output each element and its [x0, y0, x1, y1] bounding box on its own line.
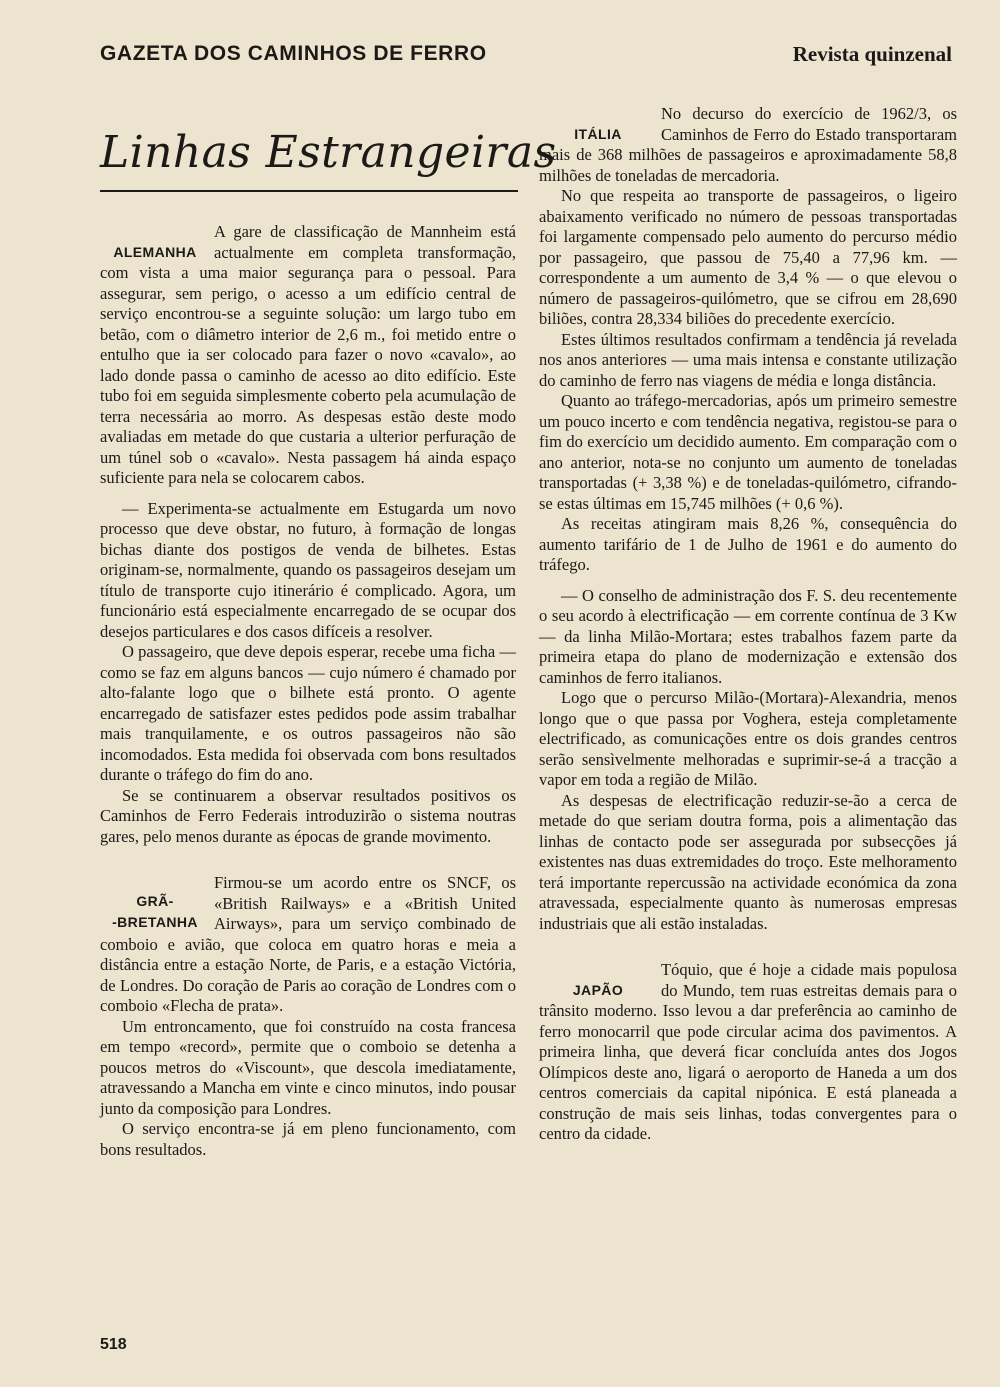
left-column	[100, 222, 516, 1160]
article-paragraph: Logo que o percurso Milão-(Mortara)-Alexandria, menos longo que o que passa por Voghera, esteja completamente electrificado, as comunicações entre os dois grandes centros serão sensìvelmente melhoradas e suprimir-se-á a tracção a vapor em toda a região de Milão.	[539, 688, 957, 789]
country-heading-line: GRÃ-	[136, 893, 174, 909]
article-paragraph: Um entroncamento, que foi construído na costa francesa em tempo «record», permite que o comboio se detenha a poucos metros do «Viscount», que descola imediatamente, atravessando a Mancha em vinte e cinco minutos, indo pousar junto da composição para Londres.	[100, 1016, 516, 1118]
article-paragraph: O serviço encontra-se já em pleno funcionamento, com bons resultados.	[100, 1119, 516, 1159]
page-number: 518	[100, 1336, 127, 1353]
country-heading-italia: ITÁLIA	[574, 126, 622, 142]
country-heading-alemanha: ALEMANHA	[113, 244, 197, 260]
publication-frequency: Revista quinzenal	[792, 42, 952, 66]
article-italia	[539, 104, 957, 186]
section-title: Linhas Estrangeiras	[100, 127, 557, 178]
title-rule	[100, 190, 518, 192]
article-paragraph: — O conselho de administração dos F. S. deu recentemente o seu acordo à electrificação — em corrente contínua de 3 Kw — da linha Milão-Mortara; estes trabalhos fazem parte da primeira etapa do plano de modernização e extensão dos caminhos de ferro italianos.	[539, 585, 957, 687]
article-paragraph: As receitas atingiram mais 8,26 %, consequência do aumento tarifário de 1 de Julho de 1961 e do aumento do tráfego.	[539, 514, 957, 574]
country-heading-gra-bretanha	[100, 873, 210, 933]
article-paragraph: Firmou-se um acordo entre os SNCF, os «British Railways» e a «British United Airways», para um serviço combinado de comboio e avião, que coloca em quatro horas e meia a distância entre a estação Norte, de Paris, e a estação Victória, de Londres. Do coração de Paris ao coração de Londres com o comboio «Flecha de prata».	[100, 873, 516, 1015]
right-column	[539, 104, 957, 1145]
article-japao	[539, 960, 957, 1145]
article-gra-bretanha	[100, 873, 516, 1017]
article-paragraph: As despesas de electrificação reduzir-se-ão a cerca de metade do que seriam doutra forma, pois a alimentação das linhas de contacto pode ser assegurada por subsecções já existentes nas duas extremidades do troço. Este melhoramento terá importante repercussão na actividade económica da zona atravessada, especialmente quanto às numerosas empresas industriais que ali estão instaladas.	[539, 790, 957, 933]
publication-title: GAZETA DOS CAMINHOS DE FERRO	[100, 42, 487, 65]
article-paragraph: Estes últimos resultados confirmam a tendência já revelada nos anos anteriores — uma mais intensa e constante utilização do caminho de ferro nas viagens de média e longa distância.	[539, 329, 957, 390]
article-paragraph: Quanto ao tráfego-mercadorias, após um primeiro semestre um pouco incerto e com tendência negativa, registou-se para o fim do exercício um decidido aumento. Em comparação com o ano anterior, nota-se no conjunto um aumento de toneladas transportadas (+ 3,38 %) e de toneladas-quilómetro, cifrando-se estas últimas em 15,745 milhões (+ 0,6 %).	[539, 391, 957, 513]
country-heading-line: -BRETANHA	[112, 914, 198, 930]
article-paragraph: A gare de classificação de Mannheim está actualmente em completa transformação, com vista a uma maior segurança para o pessoal. Para assegurar, sem perigo, o acesso a um edifício central de serviço encontrou-se a seguinte solução: um largo tubo em betão, com o diâmetro interior de 2,6 m., foi metido entre o entulho que ia ser colocado para fazer o novo «cavalo», ao lado donde passa o caminho de acesso ao dito edifício. Este tubo foi em seguida simplesmente coberto pela acumulação de terra necessária ao morro. As despesas estão deste modo avaliadas em metade do que custaria a ulterior perfuração de um túnel sob o «cavalo». Nesta passagem há ainda espaço suficiente para nela se colocarem cabos.	[100, 222, 516, 487]
country-heading-japao: JAPÃO	[572, 982, 624, 998]
page-header	[100, 42, 952, 72]
article-paragraph: No que respeita ao transporte de passageiros, o ligeiro abaixamento verificado no número de pessoas transportadas foi largamente compensado pelo aumento do percurso médio por passageiro, que passou de 75,40 a 77,96 km. — correspondente a um aumento de 3,4 % — o que elevou o número de passageiros-quilómetro, que se cifrou em 28,690 biliões, contra 28,334 biliões do precedente exercício.	[539, 186, 957, 328]
article-paragraph: — Experimenta-se actualmente em Estugarda um novo processo que deve obstar, no futuro, à formação de longas bichas diante dos postigos de venda de bilhetes. Estas originam-se, normalmente, quando os passageiros desejam um título de transporte cujo itinerário é complicado. Agora, um funcionário está especialmente encarregado de se ocupar dos desejos particulares e dos casos difíceis a resolver.	[100, 498, 516, 641]
article-alemanha	[100, 222, 516, 489]
section-title-box	[100, 118, 557, 194]
article-paragraph: O passageiro, que deve depois esperar, recebe uma ficha — como se faz em alguns bancos — cujo número é chamado por alto-falante logo que o bilhete está pronto. O agente encarregado de satisfazer estes pedidos pode assim trabalhar mais tranquilamente, e os outros passageiros não são incomodados. Esta medida foi observada com bons resultados durante o tráfego do fim do ano.	[100, 642, 516, 784]
article-paragraph: Tóquio, que é hoje a cidade mais populosa do Mundo, tem ruas estreitas demais para o trânsito moderno. Isso levou a dar preferência ao caminho de ferro monocarril que pode circular acima dos pavimentos. A primeira linha, que deverá ficar concluída antes dos Jogos Olímpicos deste ano, ligará o aeroporto de Haneda a um dos centros comerciais da capital nipónica. E está planeada a construção de mais seis linhas, todas convergentes para o centro da cidade.	[539, 960, 957, 1143]
article-paragraph: No decurso do exercício de 1962/3, os Caminhos de Ferro do Estado transportaram mais de 368 milhões de passageiros e aproximadamente 58,8 milhões de toneladas de mercadoria.	[539, 104, 957, 185]
article-paragraph: Se se continuarem a observar resultados positivos os Caminhos de Ferro Federais introduzirão o sistema noutras gares, pelo menos durante as épocas de grande movimento.	[100, 785, 516, 846]
